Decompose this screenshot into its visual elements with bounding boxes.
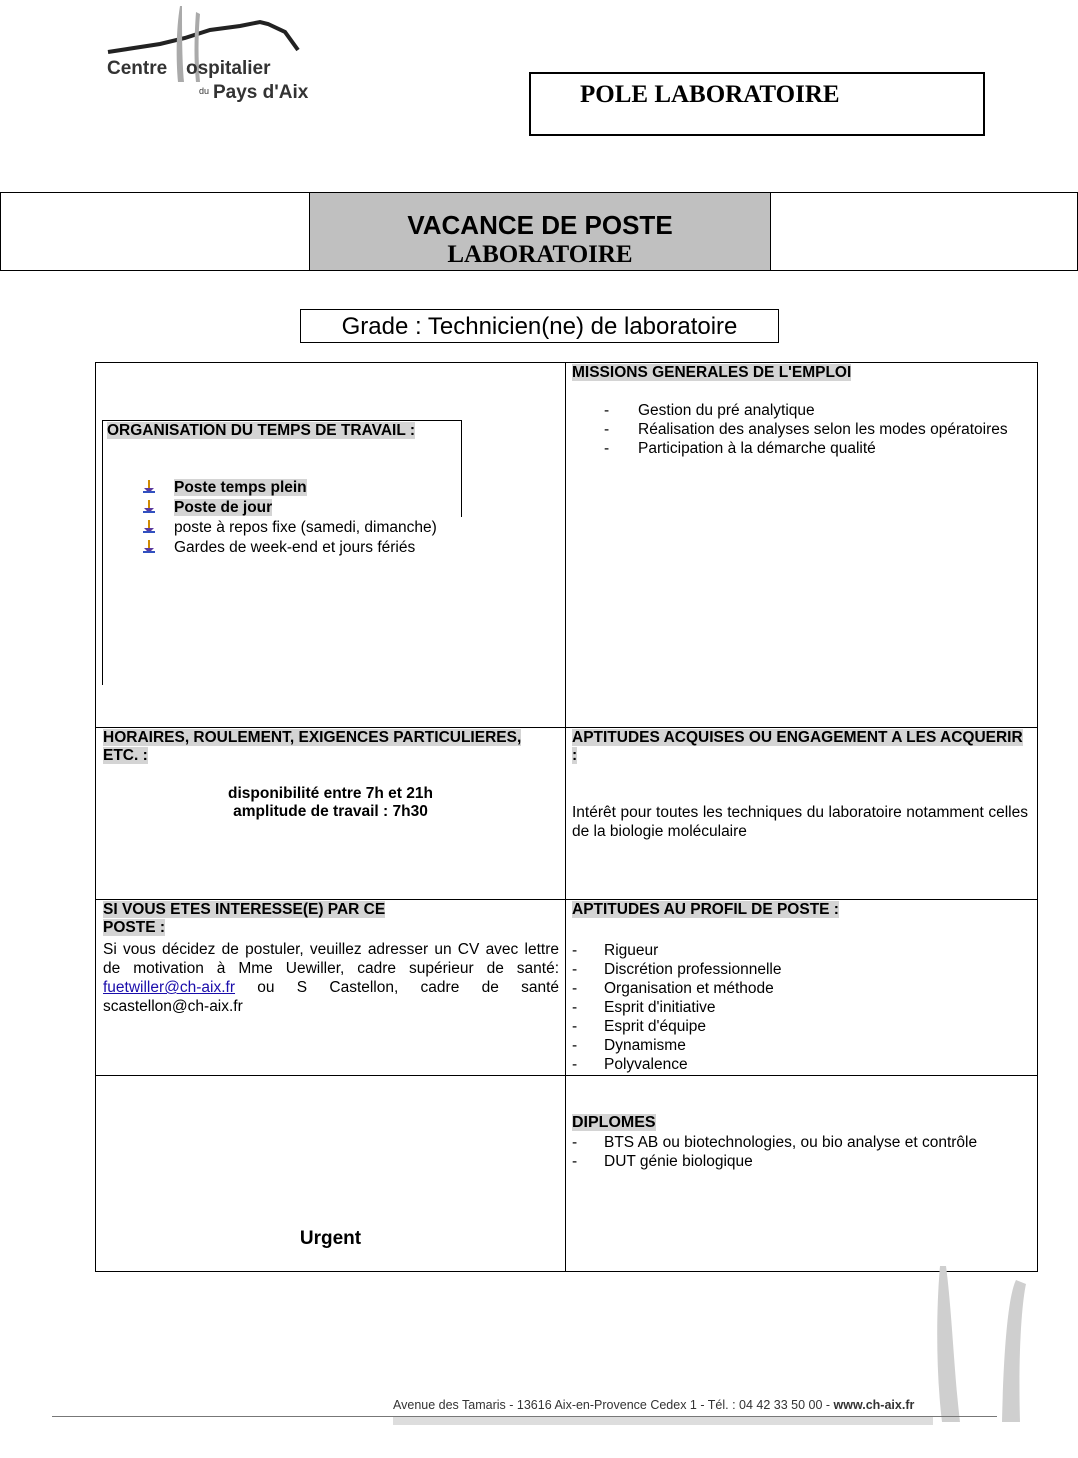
list-item: - Dynamisme xyxy=(572,1037,686,1054)
list-item-label: Esprit d'équipe xyxy=(604,1018,707,1035)
list-item: - Réalisation des analyses selon les modes opératoires xyxy=(604,421,1008,438)
missions-list xyxy=(604,401,1030,458)
horaires-line-1: disponibilité entre 7h et 21h xyxy=(228,785,433,802)
arrow-bullet-icon xyxy=(142,540,156,554)
logo-text-hospitalier: ospitalier xyxy=(186,58,271,79)
diplomes-heading-text: DIPLOMES xyxy=(572,1114,656,1131)
list-item-label: Polyvalence xyxy=(604,1056,688,1073)
vacancy-title: VACANCE DE POSTE xyxy=(407,210,673,240)
horaires-heading-text: HORAIRES, ROULEMENT, EXIGENCES PARTICULIERES, ETC. : xyxy=(103,729,522,764)
organisation-heading-text: ORGANISATION DU TEMPS DE TRAVAIL : xyxy=(107,422,415,439)
aptitudes-acquises-heading-text: APTITUDES ACQUISES OU ENGAGEMENT A LES ACQUERIR : xyxy=(572,729,1023,764)
profil-heading-text: APTITUDES AU PROFIL DE POSTE : xyxy=(572,901,839,918)
footer-address-text: Avenue des Tamaris - 13616 Aix-en-Provence Cedex 1 - Tél. : 04 42 33 50 00 - xyxy=(393,1398,834,1412)
grade-box: Grade : Technicien(ne) de laboratoire xyxy=(300,309,779,343)
footer-shadow-bar xyxy=(393,1417,933,1425)
horaires-heading xyxy=(103,729,558,765)
list-item xyxy=(142,478,472,498)
diplomes-heading xyxy=(572,1114,656,1132)
list-item: - Participation à la démarche qualité xyxy=(604,440,876,457)
apply-heading-line-1: SI VOUS ETES INTERESSE(E) PAR CE xyxy=(103,901,386,918)
list-item: - Organisation et méthode xyxy=(572,980,774,997)
list-item-label: Poste temps plein xyxy=(174,479,307,496)
table-row-divider-2 xyxy=(95,899,1038,900)
list-item: - Esprit d'équipe xyxy=(572,1018,707,1035)
table-row-divider-1 xyxy=(95,727,1038,728)
list-item xyxy=(142,538,472,558)
list-item-label: Participation à la démarche qualité xyxy=(638,440,876,457)
list-item: - Rigueur xyxy=(572,942,659,959)
apply-heading xyxy=(103,901,385,937)
email-text-scastellon: scastellon@ch-aix.fr xyxy=(103,998,243,1015)
horaires-line-2: amplitude de travail : 7h30 xyxy=(233,803,428,820)
list-item-label: Réalisation des analyses selon les modes opératoires xyxy=(638,421,1008,438)
list-item: - BTS AB ou biotechnologies, ou bio analyse et contrôle xyxy=(572,1134,978,1151)
footer-divider xyxy=(52,1416,997,1417)
apply-text-intro: Si vous décidez de postuler, veuillez adresser un CV avec lettre de motivation à Mme Uewiller, cadre supérieur de santé: xyxy=(103,941,559,977)
table-column-divider xyxy=(565,362,566,1272)
missions-heading xyxy=(572,364,851,382)
profil-list xyxy=(572,941,1028,1074)
arrow-bullet-icon xyxy=(142,520,156,534)
list-item-label: Rigueur xyxy=(604,942,659,959)
email-link-fuetwiller[interactable]: fuetwiller@ch-aix.fr xyxy=(103,979,236,996)
footer-decoration xyxy=(930,1262,1030,1427)
list-item-label: Organisation et méthode xyxy=(604,980,774,997)
list-item-label: poste à repos fixe (samedi, dimanche) xyxy=(174,519,437,536)
header-band-left xyxy=(0,192,309,271)
list-item: - Discrétion professionnelle xyxy=(572,961,782,978)
list-item: - Esprit d'initiative xyxy=(572,999,716,1016)
footer-logo-strokes-icon xyxy=(930,1262,1030,1427)
organisation-heading xyxy=(107,422,415,440)
apply-text xyxy=(103,940,559,1016)
list-item-label: Dynamisme xyxy=(604,1037,686,1054)
list-item-label: Poste de jour xyxy=(174,499,273,516)
aptitudes-acquises-text: Intérêt pour toutes les techniques du laboratoire notamment celles de la biologie moléculaire xyxy=(572,804,1028,840)
footer-address xyxy=(393,1398,914,1412)
list-item: - Gestion du pré analytique xyxy=(604,402,815,419)
header-band-right xyxy=(771,192,1078,271)
list-item xyxy=(142,518,472,538)
list-item: - DUT génie biologique xyxy=(572,1153,753,1170)
missions-heading-text: MISSIONS GENERALES DE L'EMPLOI xyxy=(572,364,852,381)
aptitudes-acquises-heading xyxy=(572,729,1030,765)
list-item xyxy=(142,498,472,518)
apply-heading-line-2: POSTE : xyxy=(103,919,166,936)
urgent-label: Urgent xyxy=(299,1228,362,1249)
list-item-label: Gardes de week-end et jours fériés xyxy=(174,539,416,556)
profil-heading xyxy=(572,901,839,919)
organisation-frame-left xyxy=(102,420,103,685)
list-item-label: BTS AB ou biotechnologies, ou bio analyse et contrôle xyxy=(604,1134,978,1151)
logo-text-pays: Pays d'Aix xyxy=(213,82,309,103)
pole-title: POLE LABORATOIRE xyxy=(580,81,840,108)
list-item-label: Discrétion professionnelle xyxy=(604,961,782,978)
arrow-bullet-icon xyxy=(142,500,156,514)
list-item-label: Esprit d'initiative xyxy=(604,999,716,1016)
list-item-label: Gestion du pré analytique xyxy=(638,402,815,419)
footer-website: www.ch-aix.fr xyxy=(833,1398,915,1412)
vacancy-subtitle: LABORATOIRE xyxy=(447,241,633,268)
logo-text-du: du xyxy=(199,86,210,96)
apply-text-middle: ou S Castellon, cadre de santé xyxy=(257,979,560,996)
arrow-bullet-icon xyxy=(142,480,156,494)
logo-text-centre: Centre xyxy=(107,58,168,79)
list-item: - Polyvalence xyxy=(572,1056,688,1073)
organisation-list xyxy=(142,478,472,558)
table-row-divider-3 xyxy=(95,1075,1038,1076)
list-item-label: DUT génie biologique xyxy=(604,1153,753,1170)
diplomes-list xyxy=(572,1133,1028,1171)
